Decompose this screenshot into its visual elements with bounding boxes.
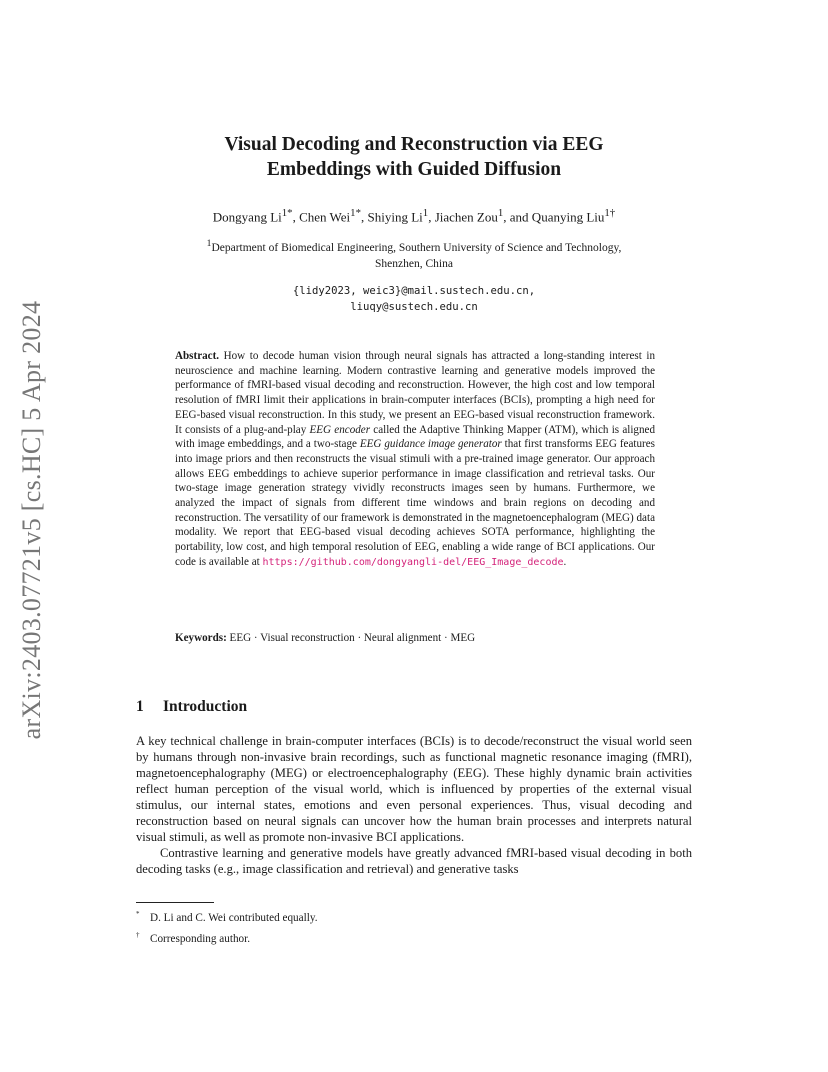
author-affil-mark: 1*: [281, 207, 293, 219]
abstract-text: How to decode human vision through neural signals has attracted a long-standing interest in neuroscience and machine learning. Modern contrastive learning and generative models improved the performance of fMRI-based visual decoding and reconstruction. However, the high cost and low temporal resolution of fMRI limit their applications in brain-computer interfaces (BCIs), prompting a high need for EEG-based visual reconstruction. In this study, we present an EEG-based visual reconstruction framework. It consists of a plug-and-play: [175, 350, 655, 436]
author-affil-mark: 1*: [350, 207, 361, 219]
paper-title: [150, 132, 678, 182]
keywords-text: EEG · Visual reconstruction · Neural alignment · MEG: [226, 632, 476, 644]
abstract-text: called the Adaptive Thinking Mapper (ATM), which is aligned with image embeddings, and a two-stage: [175, 423, 655, 451]
email-line-1: {lidy2023, weic3}@mail.sustech.edu.cn,: [292, 285, 536, 297]
arxiv-id: arXiv:2403.07721v5 [cs.HC] 5 Apr 2024: [17, 300, 46, 740]
footnote-mark: *: [136, 910, 140, 918]
author-name: , Shiying Li: [361, 209, 423, 225]
affiliation-line-2: Shenzhen, China: [375, 258, 453, 271]
title-line-2: Embeddings with Guided Diffusion: [266, 159, 562, 180]
paragraph: A key technical challenge in brain-computer interfaces (BCIs) is to decode/reconstruct the visual world seen by humans through non-invasive brain recordings, such as functional magnetic resonance imaging (fMRI), magnetoencephalography (MEG) or electroencephalography (EEG). These highly dynamic brain activities reflect human perception of the visual world, which is influenced by properties of the external visual stimulus, our internal states, emotions and even personal experiences. Thus, visual decoding and reconstruction based on neural signals can uncover how the human brain processes and interprets natural visual stimuli, as well as promote non-invasive BCI applications.: [136, 734, 692, 844]
abstract-label: Abstract.: [175, 350, 220, 362]
email-line-2: liuqy@sustech.edu.cn: [350, 300, 478, 313]
abstract-text: that first transforms EEG features into image priors and then reconstructs the visual stimuli with a pre-trained image generator. Our approach allows EEG embeddings to achieve superior performance in image classification and retrieval tasks. Our two-stage image generation strategy vividly reconstructs images seen by humans. Furthermore, we analyzed the impact of signals from different time windows and brain regions on decoding and reconstruction. The versatility of our framework is demonstrated in the magnetoencephalogram (MEG) data modality. We report that EEG-based visual decoding achieves SOTA performance, highlighting the portability, low cost, and high temporal resolution of EEG, enabling a wide range of BCI applications. Our code is available at: [175, 438, 655, 568]
section-heading: [136, 698, 247, 716]
abstract-emphasis: EEG encoder: [309, 423, 371, 436]
author-name: , Chen Wei: [292, 209, 351, 225]
abstract-emphasis: EEG guidance image generator: [359, 438, 502, 451]
footnote-mark: †: [136, 931, 140, 939]
footnotes: [136, 906, 318, 948]
footnote-rule: [136, 902, 214, 903]
abstract-text: .: [563, 555, 567, 568]
code-repository-link[interactable]: https://github.com/dongyangli-del/EEG_Image_decode: [262, 556, 564, 568]
author-name: , and Quanying Liu: [503, 209, 605, 225]
section-title: Introduction: [163, 698, 248, 715]
author-affil-mark: 1: [422, 207, 429, 219]
section-number: 1: [136, 698, 144, 715]
author-affil-mark: 1: [497, 207, 504, 219]
author-name: Dongyang Li: [212, 209, 282, 225]
footnote: [136, 927, 318, 948]
footnote: [136, 906, 318, 927]
author-list: [120, 207, 708, 225]
footnote-text: Corresponding author.: [150, 933, 251, 945]
affiliation-line-1: Department of Biomedical Engineering, Southern University of Science and Technology,: [211, 241, 622, 254]
abstract: [175, 349, 655, 571]
footnote-text: D. Li and C. Wei contributed equally.: [150, 912, 318, 924]
contact-emails: [150, 284, 678, 316]
introduction-body: [136, 733, 692, 877]
author-affil-mark: 1†: [604, 207, 616, 219]
keywords: [175, 632, 655, 644]
affiliation: [150, 236, 678, 273]
author-name: , Jiachen Zou: [428, 209, 498, 225]
title-line-1: Visual Decoding and Reconstruction via EEG: [224, 134, 604, 155]
keywords-label: Keywords:: [175, 632, 227, 644]
affiliation-mark: 1: [206, 238, 212, 249]
paragraph: Contrastive learning and generative models have greatly advanced fMRI-based visual decoding in both decoding tasks (e.g., image classification and retrieval) and generative tasks: [136, 846, 692, 876]
